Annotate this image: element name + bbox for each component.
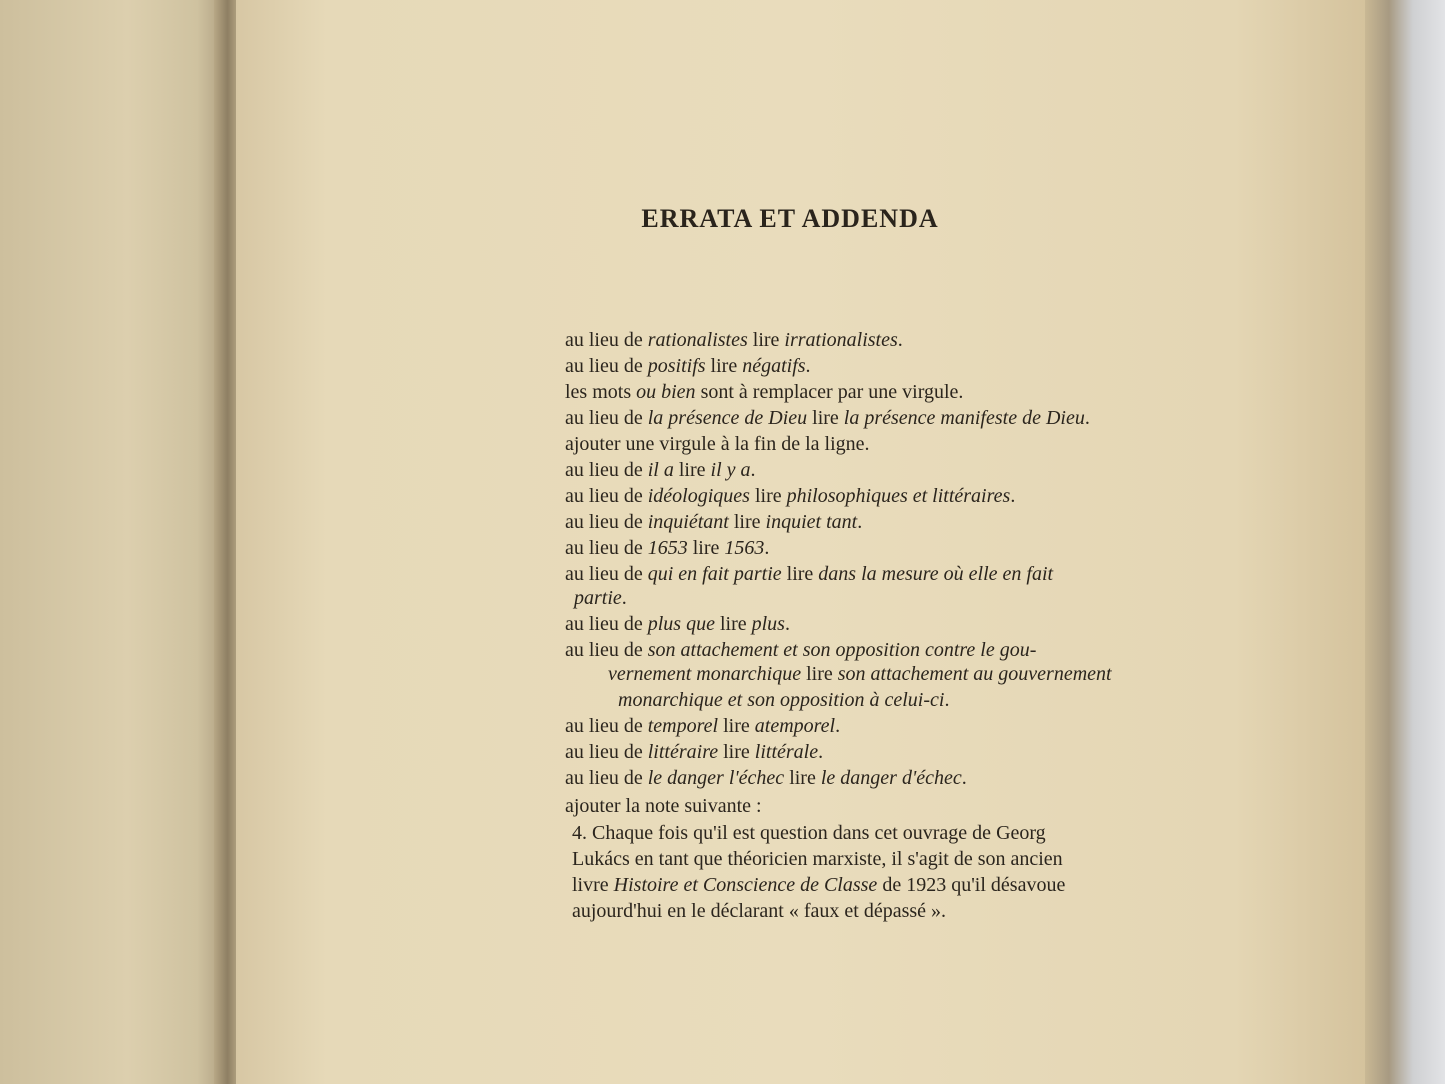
errata-correction (565, 638, 1036, 662)
errata-italic-text: littérale (754, 741, 819, 763)
errata-plain-text: lire (749, 485, 787, 507)
errata-plain-text: . (750, 459, 756, 481)
errata-plain-text: . (961, 767, 967, 789)
note-line-3-a: livre (572, 874, 614, 896)
errata-plain-text: . (805, 355, 811, 377)
errata-correction (565, 406, 1090, 430)
errata-plain-text: au lieu de (565, 329, 648, 351)
errata-italic-text: plus que (647, 613, 715, 635)
errata-italic-text: la présence de Dieu (647, 407, 808, 429)
errata-correction (565, 510, 862, 534)
errata-italic-text: rationalistes (647, 329, 748, 351)
errata-plain-text: . (764, 537, 770, 559)
errata-italic-text: il y a (710, 459, 751, 481)
errata-italic-text: littéraire (647, 741, 719, 763)
errata-correction (618, 688, 949, 712)
errata-plain-text: . (835, 715, 841, 737)
errata-plain-text: lire (718, 741, 755, 763)
errata-italic-text: ou bien (636, 381, 696, 403)
errata-plain-text: lire (687, 537, 725, 559)
errata-plain-text: lire (728, 511, 766, 533)
errata-plain-text: au lieu de (565, 563, 648, 585)
errata-plain-text: . (621, 587, 627, 609)
errata-plain-text: ajouter une virgule à la fin de la ligne. (565, 433, 870, 455)
errata-italic-text: inquiet tant (765, 511, 858, 533)
errata-italic-text: il a (647, 459, 674, 481)
errata-plain-text: . (818, 741, 824, 763)
errata-correction (565, 458, 756, 482)
page-edge (1365, 0, 1445, 1084)
errata-italic-text: son attachement au gouvernement (837, 663, 1112, 685)
errata-plain-text: au lieu de (565, 537, 648, 559)
errata-italic-text: vernement monarchique (608, 663, 802, 685)
errata-plain-text: au lieu de (565, 407, 648, 429)
note-line-3 (572, 872, 1065, 898)
errata-correction (565, 740, 823, 764)
errata-plain-text: au lieu de (565, 767, 648, 789)
errata-italic-text: le danger l'échec (647, 767, 785, 789)
errata-italic-text: 1563 (724, 537, 765, 559)
left-page (0, 0, 232, 1084)
errata-italic-text: partie (574, 587, 622, 609)
errata-italic-text: atemporel (754, 715, 836, 737)
errata-italic-text: philosophiques et littéraires (786, 485, 1011, 507)
errata-correction (565, 612, 790, 636)
errata-correction (565, 766, 967, 790)
errata-plain-text: . (857, 511, 863, 533)
errata-italic-text: positifs (647, 355, 706, 377)
errata-plain-text: lire (781, 563, 819, 585)
errata-plain-text: lire (673, 459, 711, 481)
errata-plain-text: au lieu de (565, 639, 648, 661)
errata-correction (565, 714, 840, 738)
errata-plain-text: ajouter la note suivante : (565, 795, 762, 817)
errata-correction (565, 354, 811, 378)
errata-plain-text: au lieu de (565, 613, 648, 635)
errata-plain-text: lire (705, 355, 743, 377)
note-author: Lukács (572, 848, 630, 870)
errata-plain-text: . (1084, 407, 1090, 429)
note-book-title: Histoire et Conscience de Classe (613, 874, 878, 896)
errata-italic-text: la présence manifeste de Dieu (843, 407, 1085, 429)
errata-plain-text: lire (714, 613, 752, 635)
errata-plain-text: . (944, 689, 950, 711)
errata-plain-text: au lieu de (565, 485, 648, 507)
errata-italic-text: temporel (647, 715, 719, 737)
errata-plain-text: lire (747, 329, 785, 351)
errata-italic-text: son attachement et son opposition contre le gou- (647, 639, 1037, 661)
errata-plain-text: lire (801, 663, 838, 685)
errata-italic-text: inquiétant (647, 511, 729, 533)
errata-italic-text: idéologiques (647, 485, 750, 507)
errata-correction (565, 380, 963, 404)
errata-plain-text: au lieu de (565, 715, 648, 737)
errata-plain-text: . (1010, 485, 1016, 507)
errata-plain-text: sont à remplacer par une virgule. (695, 381, 964, 403)
note-line-2-text: en tant que théoricien marxiste, il s'agit de son ancien (629, 848, 1063, 870)
errata-italic-text: négatifs (742, 355, 806, 377)
page-title: ERRATA ET ADDENDA (641, 204, 939, 233)
errata-italic-text: le danger d'échec (820, 767, 962, 789)
note-line-3-c: de 1923 qu'il désavoue (877, 874, 1066, 896)
errata-correction (565, 536, 769, 560)
errata-correction (565, 562, 1053, 586)
note-line-4: aujourd'hui en le déclarant « faux et dépassé ». (572, 900, 947, 922)
errata-correction (574, 586, 627, 610)
errata-italic-text: irrationalistes (784, 329, 898, 351)
errata-italic-text: 1653 (647, 537, 688, 559)
errata-italic-text: plus (751, 613, 785, 635)
errata-correction (608, 662, 1112, 686)
errata-correction (565, 484, 1015, 508)
errata-plain-text: au lieu de (565, 355, 648, 377)
errata-plain-text: les mots (565, 381, 637, 403)
errata-correction (565, 432, 870, 456)
errata-correction (565, 794, 762, 818)
errata-correction (565, 328, 903, 352)
errata-italic-text: monarchique et son opposition à celui-ci (618, 689, 945, 711)
errata-italic-text: dans la mesure où elle en fait (818, 563, 1054, 585)
errata-plain-text: au lieu de (565, 459, 648, 481)
note-line-2 (572, 846, 1063, 872)
errata-plain-text: . (897, 329, 903, 351)
errata-plain-text: lire (807, 407, 844, 429)
errata-plain-text: au lieu de (565, 511, 648, 533)
note-line-1: 4. Chaque fois qu'il est question dans cet ouvrage de Georg (572, 822, 1046, 844)
errata-plain-text: au lieu de (565, 741, 648, 763)
errata-plain-text: lire (784, 767, 821, 789)
errata-plain-text: lire (718, 715, 755, 737)
errata-italic-text: qui en fait partie (647, 563, 782, 585)
errata-plain-text: . (784, 613, 790, 635)
